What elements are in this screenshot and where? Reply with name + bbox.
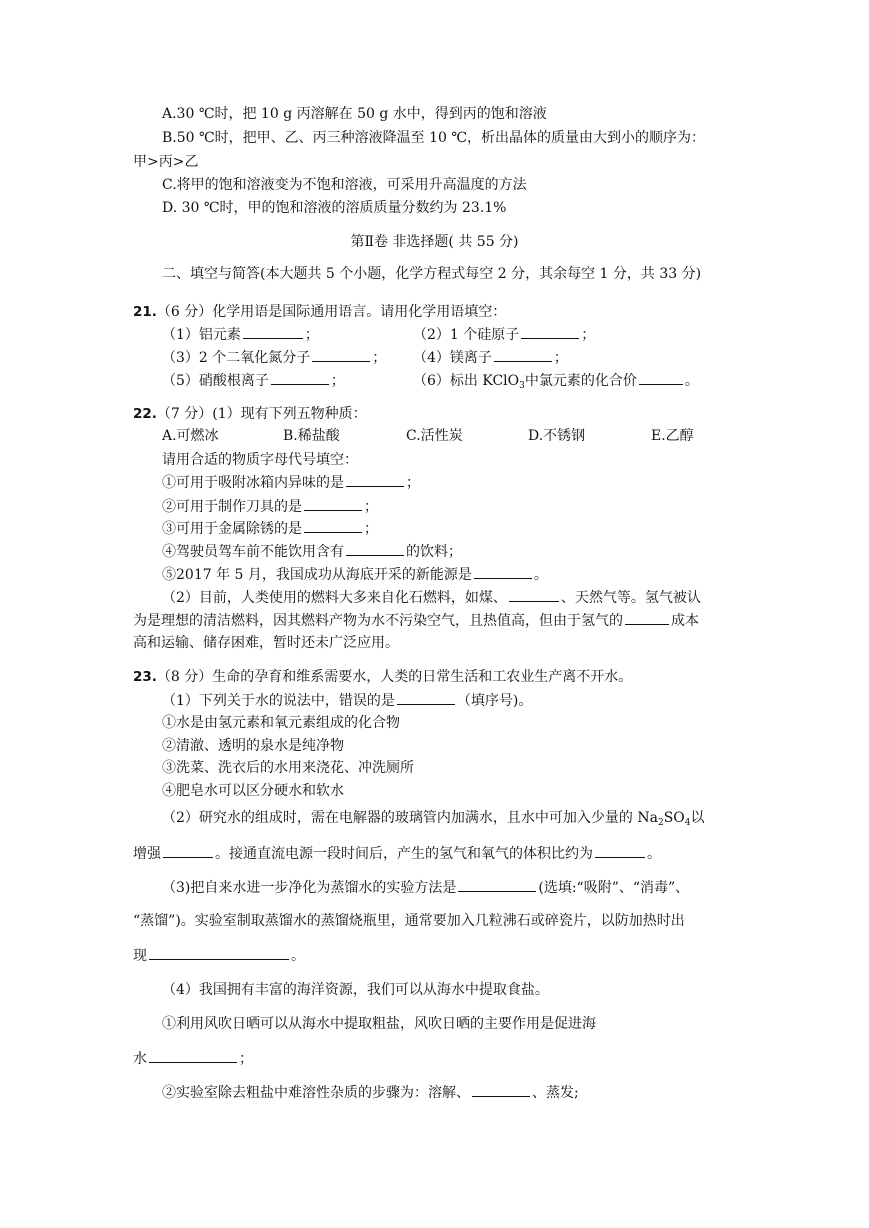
q22-sub-5: ⑤2017 年 5 月，我国成功从海底开采的新能源是 。: [162, 564, 548, 585]
q23-part-4-option-2: ②实验室除去粗盐中难溶性杂质的步骤为：溶解、 、蒸发;: [162, 1082, 579, 1103]
q21-stem-text: （6 分）化学用语是国际通用语言。请用化学用语填空：: [156, 304, 507, 320]
q23-part-2-line-2: 增强 。接通直流电源一段时间后，产生的氢气和氧气的体积比约为 。: [133, 843, 661, 864]
q23-part-4: （4）我国拥有丰富的海洋资源，我们可以从海水中提取食盐。: [162, 982, 549, 998]
q22-stem: [133, 404, 367, 424]
answer-blank[interactable]: [595, 843, 645, 858]
q21-item-2: （2）1 个硅原子 ；: [413, 324, 595, 345]
q23-option-2: ②清澈、透明的泉水是纯净物: [162, 738, 344, 754]
answer-blank[interactable]: [346, 541, 404, 556]
q23-part-4-option-1-line-1: ①利用风吹日晒可以从海水中提取粗盐，风吹日晒的主要作用是促进海: [162, 1016, 596, 1032]
q23-part-3-line-1: （3)把自来水进一步净化为蒸馏水的实验方法是 (选填:“吸附”、“消毒”、: [162, 877, 689, 898]
section-title: 第Ⅱ卷 非选择题( 共 55 分): [350, 234, 519, 250]
q22-option-e: E.乙醇: [651, 428, 694, 444]
q23-option-3: ③洗菜、洗衣后的水用来浇花、冲洗厕所: [162, 760, 414, 776]
q20-option-b: B.50 ℃时，把甲、乙、丙三种溶液降温至 10 ℃，析出晶体的质量由大到小的顺序为：: [162, 130, 706, 146]
q22-sub-3: ③可用于金属除锈的是 ；: [162, 518, 378, 539]
q22-number: 22.: [133, 406, 157, 422]
q22-option-b: B.稀盐酸: [283, 428, 340, 444]
answer-blank[interactable]: [625, 610, 669, 625]
answer-blank[interactable]: [149, 945, 289, 960]
q23-part-3-line-3: 现 。: [133, 945, 305, 966]
q21-item-1: （1）铝元素 ；: [162, 324, 319, 345]
q22-instruction: 请用合适的物质字母代号填空：: [162, 452, 358, 468]
answer-blank[interactable]: [397, 690, 455, 705]
q20-option-d: D. 30 ℃时，甲的饱和溶液的溶质质量分数约为 23.1%: [162, 200, 507, 216]
q23-number: 23.: [133, 669, 157, 685]
q21-item-5: （5）硝酸根离子 ；: [162, 370, 345, 391]
q22-stem-text: （7 分）(1）现有下列五物种质：: [156, 406, 367, 422]
q23-part-4-option-1-line-2: 水 ；: [133, 1048, 253, 1069]
q22-option-c: C.活性炭: [406, 428, 463, 444]
answer-blank[interactable]: [243, 324, 303, 339]
answer-blank[interactable]: [271, 370, 329, 385]
q21-item-6: （6）标出 KClO$_3$中氯元素的化合价 。: [413, 370, 699, 396]
q20-option-a: A.30 ℃时，把 10 g 丙溶解在 50 g 水中，得到丙的饱和溶液: [162, 106, 547, 122]
q21-number: 21.: [133, 304, 157, 320]
q21-item-4: （4）镁离子 ；: [413, 347, 568, 368]
answer-blank[interactable]: [472, 1082, 530, 1097]
q23-stem: [133, 667, 632, 687]
answer-blank[interactable]: [509, 587, 559, 602]
q22-option-d: D.不锈钢: [528, 428, 586, 444]
q22-sub-1: ①可用于吸附冰箱内异味的是 ；: [162, 472, 420, 493]
answer-blank[interactable]: [639, 370, 683, 385]
answer-blank[interactable]: [458, 877, 536, 892]
q22-option-a: A.可燃冰: [162, 428, 219, 444]
answer-blank[interactable]: [149, 1048, 237, 1063]
q22-part-2-line-2: 为是理想的清洁燃料，因其燃料产物为水不污染空气，且热值高，但由于氢气的 成本: [133, 610, 699, 631]
answer-blank[interactable]: [474, 564, 532, 579]
answer-blank[interactable]: [521, 324, 579, 339]
q23-option-4: ④肥皂水可以区分硬水和软水: [162, 783, 344, 799]
q23-option-1: ①水是由氢元素和氧元素组成的化合物: [162, 715, 400, 731]
q23-part-2-line-1: （2）研究水的组成时，需在电解器的玻璃管内加满水，且水中可加入少量的 $Na_2SO_4$以: [162, 810, 705, 828]
part2-heading: 二、填空与简答(本大题共 5 个小题，化学方程式每空 2 分，其余每空 1 分，共 33 分): [162, 266, 702, 282]
answer-blank[interactable]: [304, 518, 362, 533]
answer-blank[interactable]: [163, 843, 213, 858]
q23-part-3-line-2: “蒸馏”)。实验室制取蒸馏水的蒸馏烧瓶里，通常要加入几粒沸石或碎瓷片，以防加热时出: [133, 913, 685, 929]
q22-sub-2: ②可用于制作刀具的是 ；: [162, 496, 378, 517]
q23-stem-text: （8 分）生命的孕育和维系需要水，人类的日常生活和工农业生产离不开水。: [156, 669, 633, 685]
q20-option-c: C.将甲的饱和溶液变为不饱和溶液，可采用升高温度的方法: [162, 177, 527, 193]
answer-blank[interactable]: [346, 472, 404, 487]
q23-part-1: （1）下列关于水的说法中，错误的是 （填序号)。: [162, 690, 532, 711]
q22-part-2-line-3: 高和运输、储存困难，暂时还未广泛应用。: [133, 635, 399, 651]
answer-blank[interactable]: [304, 496, 362, 511]
answer-blank[interactable]: [312, 347, 370, 362]
q22-part-2-line-1: （2）目前，人类使用的燃料大多来自化石燃料，如煤、 、天然气等。氢气被认: [162, 587, 701, 608]
q22-sub-4: ④驾驶员驾车前不能饮用含有 的饮料；: [162, 541, 462, 562]
q21-stem: [133, 302, 506, 322]
q21-item-3: （3）2 个二氧化氮分子 ；: [162, 347, 386, 368]
answer-blank[interactable]: [494, 347, 552, 362]
q20-option-b-cont: 甲>丙>乙: [133, 154, 199, 170]
